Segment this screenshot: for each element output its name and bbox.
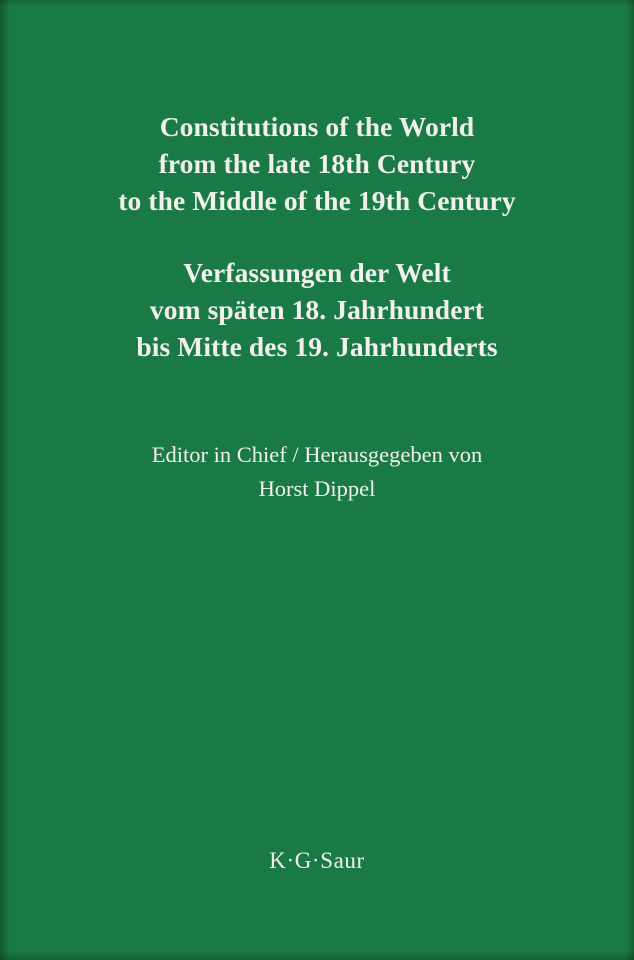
publisher-name: K·G·Saur bbox=[269, 848, 365, 873]
english-title-line-2: from the late 18th Century bbox=[158, 148, 476, 179]
english-title-line-1: Constitutions of the World bbox=[159, 111, 475, 142]
german-title-line-1: Verfassungen der Welt bbox=[183, 257, 451, 288]
german-title-line-2: vom späten 18. Jahrhundert bbox=[149, 294, 485, 325]
editor-credit bbox=[0, 438, 634, 506]
editor-name: Horst Dippel bbox=[258, 476, 376, 501]
german-title-line-3: bis Mitte des 19. Jahrhunderts bbox=[136, 331, 498, 362]
editor-role-label: Editor in Chief / Herausgegeben von bbox=[151, 442, 483, 467]
english-title-line-3: to the Middle of the 19th Century bbox=[118, 185, 516, 216]
english-title bbox=[0, 108, 634, 219]
cover-edge-shadow-top bbox=[0, 0, 634, 6]
german-title bbox=[0, 254, 634, 365]
cover-edge-shadow-bottom bbox=[0, 950, 634, 960]
publisher-imprint bbox=[0, 848, 634, 874]
